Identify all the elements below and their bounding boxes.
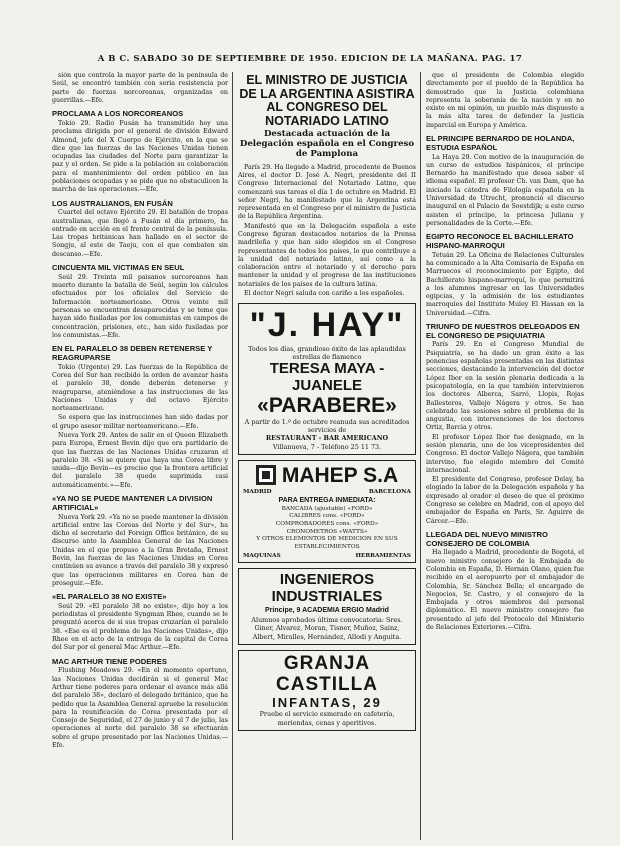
article-text: que el presidente de Colombia elegido directamente por el pueblo de la República ha demostrado que la Justicia colombiana representa la soberanía de la nación y en no existe en mi opinión, un pueblo más dispuesto a la más alta tarea de defender la justicia imparcial en Europa y América. xyxy=(426,72,584,129)
left-column xyxy=(52,72,228,840)
main-headline: EL MINISTRO DE JUSTICIA DE LA ARGENTINA ASISTIRA AL CONGRESO DEL NOTARIADO LATINO xyxy=(239,73,415,128)
mahep-ad xyxy=(238,460,416,563)
article-text: El doctor Negri saluda con cariño a los españoles. xyxy=(244,290,405,298)
ad-footer-left: MAQUINAS xyxy=(243,553,281,560)
article-text: Se espera que las instrucciones han sido dadas por el grupo asesor militar norteamericano.—Efe. xyxy=(52,414,228,430)
article-headline: «YA NO SE PUEDE MANTENER LA DIVISION ARTIFICIAL» xyxy=(52,494,213,512)
article-text: El presidente del Congreso, profesor Delay, ha elogiado la labor de la Delegación española y ha expresado al orador el deseo de que el próximo Congreso se celebre en Madrid, con el apoyo del embajador de España en París, Sr. Aguirre de Cárcer.—Efe. xyxy=(426,476,584,525)
article-text: Cuartel del octavo Ejército 29. El batallón de tropas australianas, que llegó a Fusán el día primero, ha entrado en acción en el frente central de la península. Las tropas británicas han hallado en el sector de Songju, al este de Taeju, con el que combaten sin descanso.—Efe. xyxy=(52,209,228,258)
ad-footer-right: HERRAMIENTAS xyxy=(355,553,411,560)
ad-item: COMPROBADORES cons. «FORD» xyxy=(275,520,379,527)
article-text: Tokio 29. Radio Fusán ha transmitido hoy una proclama dirigida por el general de división Edward Almond, jefe del X Cuerpo de Ejército, en la que se dice que las fuerzas de las Naciones Unidas tienen ocupadas las ciudades del Norte para garantizar la paz y el orden. Se pide a la población su colaboración para el mantenimiento del orden público en las poblaciones ocupadas y se pide que no obstaculicen la marcha de las operaciones.—Efe. xyxy=(52,119,228,194)
ad-item: CALIBRES cons. «FORD» xyxy=(289,513,365,520)
article-headline: MAC ARTHUR TIENE PODERES xyxy=(52,656,167,666)
ingenieros-ad xyxy=(238,568,416,645)
ad-subtitle: INFANTAS, 29 xyxy=(272,694,382,710)
article-headline: EL PRINCIPE BERNARDO DE HOLANDA, ESTUDIA ESPAÑOL xyxy=(426,134,575,152)
sub-headline: Destacada actuación de la Delegación española en el Congreso de Pamplona xyxy=(239,129,415,159)
article-text: Tokio (Urgente) 29. Las fuerzas de la República de Corea del Sur han recibido la orden de avanzar hasta el paralelo 38, donde deberán detenerse y reagruparse, ateniéndose a las instrucciones de las Naciones Unidas y del octavo Ejército norteamericano. xyxy=(52,363,228,413)
mahep-brand xyxy=(243,464,411,487)
column-rule xyxy=(232,72,233,840)
article-headline: EGIPTO RECONOCE EL BACHILLERATO HISPANO-MARROQUI xyxy=(426,232,574,250)
ad-location-right: BARCELONA xyxy=(368,488,411,495)
granja-castilla-ad xyxy=(238,650,416,731)
ad-title: "J. HAY" xyxy=(249,306,405,345)
ad-item: BANCADA (ajustable) «FORD» xyxy=(281,505,373,512)
ad-title: MAHEP S.A xyxy=(281,463,399,487)
article-text: El profesor López Ibor fue designado, en la sesión plenaria, uno de los vicepresidentes del Congreso. El doctor Vallejo Nágera, que también intervino, fue elegido miembro del Comité internacional. xyxy=(426,433,584,474)
ad-title: GRANJA CASTILLA xyxy=(276,653,378,695)
article-headline: LLEGADA DEL NUEVO MINISTRO CONSEJERO DE COLOMBIA xyxy=(426,529,548,548)
article-text: París 29. En el Congreso Mundial de Psiquiatría, se ha dado un gran éxito a las ponencias españolas presentadas en las distintas secciones, destacando la intervención del doctor López Ibor en la sesión plenaria dedicada a la psicopatología, en la que también intervinieron los doctores Alberca, Sarró, Llopis, Rojas Ballesteros, Vallejo Nágera y otros. Se han celebrado las sesiones sobre el problema de la angustia, con intervenciones de los doctores Ortiz, Barcia y otros. xyxy=(426,341,584,432)
ad-item: CRONOMETROS «WATTS» xyxy=(286,528,368,535)
ad-locations xyxy=(243,489,411,495)
article-headline: TRIUNFO DE NUESTROS DELEGADOS EN EL CONGRESO DE PSIQUIATRIA xyxy=(426,322,580,340)
ad-item: Y OTROS ELEMENTOS DE MEDICION EN SUS ESTABLECIMIENTOS xyxy=(256,536,398,550)
article-text: Tetuán 29. La Oficina de Relaciones Culturales ha comunicado a la Alta Comisaría de España en Marruecos el reconocimiento por Egipto, del Bachillerato hispano-marroquí, lo que permitirá a los alumnos ingresar en las Universidades egipcias, y la admisión de los estudiantes marroquíes del Instituto Muley El Hassan en la Universidad.—Cifra. xyxy=(426,251,584,317)
article-text: La Haya 29. Con motivo de la inauguración de un curso de estudios hispánicos, el príncipe Bernardo ha manifestado que desea saber el idioma español. El profesor Ch. van Dam, que ha iniciado la cátedra de Filología española en la Universidad de Utrecht, pronunció el discurso inaugural en el Palacio de Soestdijk; a este curso asisten el príncipe, la princesa Juliana y personalidades de la Corte.—Efe. xyxy=(426,153,584,227)
article-headline: CINCUENTA MIL VICTIMAS EN SEUL xyxy=(52,263,185,273)
article-headline: EN EL PARALELO 38 DEBEN RETENERSE Y REAGRUPARSE xyxy=(52,344,213,362)
article-text: Seúl 29. «El paralelo 38 no existe», dijo hoy a los periodistas el presidente Syngman Rhee, cuando se le preguntó acerca de si sus tropas cruzarían el paralelo 38. «Ese es el problema de las Naciones Unidas», dijo Rhee en el acto de la entrega de la capital de Corea del Sur por el general Mac Arthur.—Efe. xyxy=(52,602,228,652)
right-column xyxy=(426,72,584,840)
article-text: Nueva York 29. «Ya no se puede mantener la división artificial entre las Coreas del Norte y del Sur», ha dicho el secretario del Foreign Office británico, de su discurso ante la Asamblea General de las Naciones Unidas en el que propuso a la Gran Bretaña, Ernest Bevin, las fuerzas de las Naciones Unidas en Corea continúen su avance a través del paralelo 38 y expresó que las operaciones militares en Corea han de proseguir.—Efe. xyxy=(52,513,228,587)
ad-text: A partir de 1.º de octubre reanuda sus acreditados servicios de xyxy=(244,417,410,434)
article-headline: PROCLAMA A LOS NORCOREANOS xyxy=(52,109,184,119)
ad-title: INGENIEROS INDUSTRIALES xyxy=(271,571,383,605)
ad-location-left: MADRID xyxy=(243,488,272,495)
article-text: sión que controla la mayor parte de la península de Seúl, se encontró también con seria resistencia por parte de fuerzas norcoreanas, organizadas en guerrillas.—Efe. xyxy=(52,72,228,104)
column-rule xyxy=(420,72,421,840)
ad-text: Alumnos aprobados última convocatoria: Sres. Giner, Alvarez, Moran, Tisner, Muñoz, Sainz, Albert, Miralles, Hernández, Allodi y Anguita. xyxy=(251,616,403,641)
ad-subtitle: TERESA MAYA - JUANELE xyxy=(269,360,385,394)
ad-text: Pruebe el servicio esmerado en cafetería, meriendas, cenas y aperitivos. xyxy=(259,710,395,727)
article-text: Nueva York 29. Antes de salir en el Queen Elizabeth para Europa, Ernest Bevin dijo que era partidario de que las fuerzas de las Naciones Unidas cruzaran el paralelo 38. «Si se quiere que haya una Corea libre y unida—dijo Bevin—es preciso que la frontera artificial del paralelo 38 quede suprimida casi automáticamente.»—Efe. xyxy=(52,431,228,489)
article-headline: «EL PARALELO 38 NO EXISTE» xyxy=(52,592,167,602)
ad-text: RESTAURANT - BAR AMERICANO xyxy=(265,434,389,443)
page-header: A B C. SABADO 30 DE SEPTIEMBRE DE 1950. EDICION DE LA MAÑANA. PAG. 17 xyxy=(97,54,523,64)
article-text: Manifestó que en la Delegación española a este Congreso figuran destacados notarios de la Prensa madrileña y que han sido elegidos en el Congreso representantes de todos los países, lo que contribuye a la unidad del notariado latino, así como a la colaboración entre el notariado y el derecho para mantener la unidad y el progreso de las instituciones notariales de los países de la cultura latina. xyxy=(238,222,416,288)
article-text: Ha llegado a Madrid, procedente de Bogotá, el nuevo ministro consejero de la Embajada de Colombia en España, D. Hernán Olano, quien fue recibido en el aeropuerto por el embajador de Colombia, Sr. Sánchez Bella; el encargado de Negocios, Sr. Castro, y el consejero de la Embajada y otros miembros del personal diplomático. El nuevo ministro consejero fue presentado al jefe del Protocolo del Ministerio de Relaciones Exteriores.—Cifra. xyxy=(426,549,584,632)
ad-footer xyxy=(243,553,411,559)
article-headline: LOS AUSTRALIANOS, EN FUSÁN xyxy=(52,198,173,208)
ad-subtitle: Principe, 9 ACADEMIA ERGIO Madrid xyxy=(265,607,389,615)
ad-subtitle: PARA ENTREGA INMEDIATA: xyxy=(278,496,376,504)
ad-text: Villanueva, 7 - Teléfono 25 11 73. xyxy=(272,442,382,451)
middle-column xyxy=(238,72,416,840)
article-text: Flushing Meadows 29. «En el momento oportuno, las Naciones Unidas decidirán si el general Mac Arthur tiene poderes para ordenar el avance más allá del paralelo 38», declaró el delegado británico, que ha pedido que la Asamblea General apruebe la resolución para la reunificación de Corea presentada por el Consejo de Seguridad, el 27 de junio y el 7 de julio, las operaciones al norte del paralelo 38 se efectuarán sobre el grupo presentado por las Naciones Unidas.—Efe. xyxy=(52,667,228,750)
jhay-ad xyxy=(238,303,416,454)
article-text: Seúl 29. Treinta mil paisanos surcoreanos han muerto durante la batalla de Seúl, según los cálculos efectuados por los oficiales del Servicio de Información norteamericano. Otros veinte mil personas se encuentran desaparecidas y se teme que hayan sido fusiladas por los comunistas en campos de concentración, prisiones, etc., han sido fusiladas por los comunistas.—Efe. xyxy=(52,273,228,339)
ad-title: «PARABERE» xyxy=(257,394,397,418)
article-text: París 29. Ha llegado a Madrid, procedente de Buenos Aires, el doctor D. José A. Negri, presidente del II Congreso Internacional del Notariado Latino, que comenzará sus tareas el día 1 de octubre en Madrid. El señor Negri, ha manifestado que la Argentina está representada en el Congreso por el ministro de Justicia de la República Argentina. xyxy=(238,163,416,221)
ad-text: Todos los días, grandioso éxito de las aplaudidas estrellas de flamenco xyxy=(248,344,406,362)
mahep-logo-icon xyxy=(256,465,276,485)
